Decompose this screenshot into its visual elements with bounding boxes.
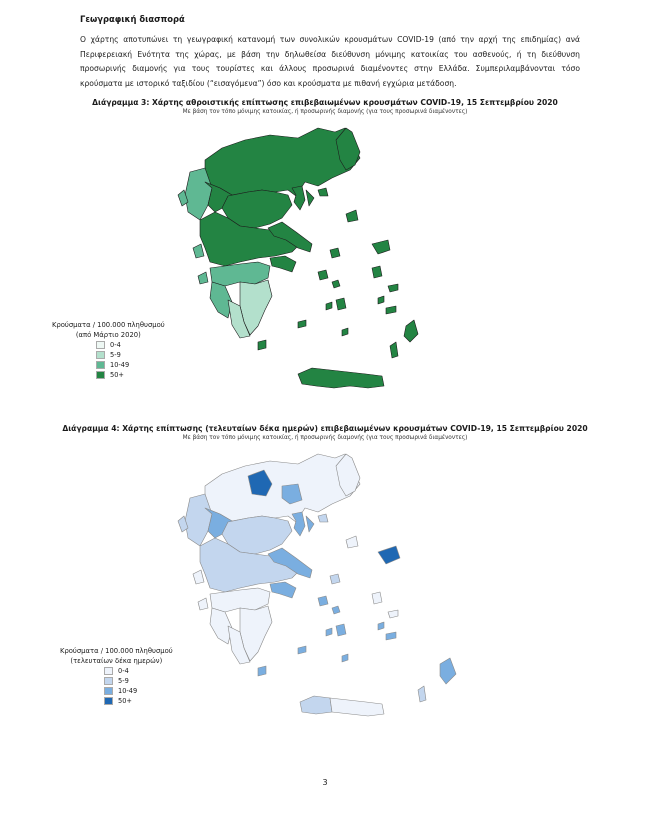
map2-island-chios xyxy=(372,592,382,604)
map2-island-naxos xyxy=(336,624,346,636)
map2-island-andros xyxy=(318,596,328,606)
section-heading: Γεωγραφική διασπορά xyxy=(80,14,185,24)
map1-legend-label: 5-9 xyxy=(110,351,121,359)
map2-legend-title: Κρούσματα / 100.000 πληθυσμού xyxy=(60,647,173,655)
map2-island-lesvos xyxy=(378,546,400,564)
map1-legend-label: 50+ xyxy=(110,371,124,379)
map2-island-skyros xyxy=(330,574,340,584)
map2-legend xyxy=(60,646,173,706)
map2-swatch xyxy=(104,667,113,675)
map2-island-kefalonia xyxy=(193,570,204,584)
map2-legend-item xyxy=(104,686,173,696)
map2-legend-subtitle: (τελευταίων δέκα ημερών) xyxy=(70,657,163,665)
map2-island-thasos xyxy=(318,514,328,522)
map2-island-limnos xyxy=(346,536,358,548)
map1-legend-title: Κρούσματα / 100.000 πληθυσμού xyxy=(52,321,165,329)
map2-subtitle: Με βάση τον τόπο μόνιμης κατοικίας, ή προσωρινής διαμονής (για τους προσωρινά διαμένοντες) xyxy=(182,435,468,441)
map2-island-karpathos xyxy=(418,686,426,702)
map2-island-rhodes xyxy=(440,658,456,684)
map2-island-tinos xyxy=(332,606,340,614)
map1-legend-label: 0-4 xyxy=(110,341,121,349)
map2-region-crete-east xyxy=(330,698,384,716)
map2-swatch xyxy=(104,677,113,685)
map2-legend-item xyxy=(104,666,173,676)
map2-island-zakynthos xyxy=(198,598,208,610)
map2-island-kalymnos xyxy=(378,622,384,630)
map2-island-kythira xyxy=(258,666,266,676)
map2-region-epirus xyxy=(185,494,212,546)
page-number: 3 xyxy=(322,778,328,787)
map2-legend-label: 50+ xyxy=(118,697,132,705)
map1-subtitle: Με βάση τον τόπο μόνιμης κατοικίας, ή προσωρινής διαμονής (για τους προσωρινά διαμένοντες) xyxy=(182,109,468,115)
map2-island-kos xyxy=(386,632,396,640)
map2-legend-label: 10-49 xyxy=(118,687,138,695)
map2-region-chalkidiki xyxy=(292,512,314,536)
intro-paragraph: Ο χάρτης αποτυπώνει τη γεωγραφική κατανομή των συνολικών κρουσμάτων COVID-19 (από την αρχή της επιδημίας) ανά Περιφερειακή Ενότητα της χώρας, με βάση την δηλωθείσα διεύθυνση μόνιμης κατοικίας του ασθενούς, ή τη διεύθυνση προσωρινής διαμονής για τους τουρίστες και άλλους προσωρινά διαμένοντες στην Ελλάδα. Συμπεριλαμβάνονται τόσο κρούσματα με ιστορικό ταξιδίου (“εισαγόμενα”) όσο και κρούσματα με πιθανή εγχώρια μετάδοση. xyxy=(80,35,580,88)
map2-island-paros xyxy=(326,628,332,636)
map1-legend-subtitle: (από Μάρτιο 2020) xyxy=(75,331,141,339)
map2-legend-label: 5-9 xyxy=(118,677,129,685)
map1-legend-label: 10-49 xyxy=(110,361,130,369)
map2-legend-item xyxy=(104,696,173,706)
map2-island-santorini xyxy=(342,654,348,662)
map2-legend-item xyxy=(104,676,173,686)
map2-legend-label: 0-4 xyxy=(118,667,129,675)
map2-island-milos xyxy=(298,646,306,654)
map2-region-attica xyxy=(270,582,296,598)
map2-swatch xyxy=(104,697,113,705)
map1-title: Διάγραμμα 3: Χάρτης αθροιστικής επίπτωσης επιβεβαιωμένων κρουσμάτων COVID-19, 15 Σεπτεμβρίου 2020 xyxy=(92,98,558,107)
map2-region-crete-west xyxy=(300,696,332,714)
map2-region-peloponnese-west xyxy=(210,608,232,644)
map2-title: Διάγραμμα 4: Χάρτης επίπτωσης (τελευταίων δέκα ημερών) επιβεβαιωμένων κρουσμάτων COVID-19, 15 Σεπτεμβρίου 2020 xyxy=(62,424,588,433)
map2-swatch xyxy=(104,687,113,695)
map2-island-samos xyxy=(388,610,398,618)
